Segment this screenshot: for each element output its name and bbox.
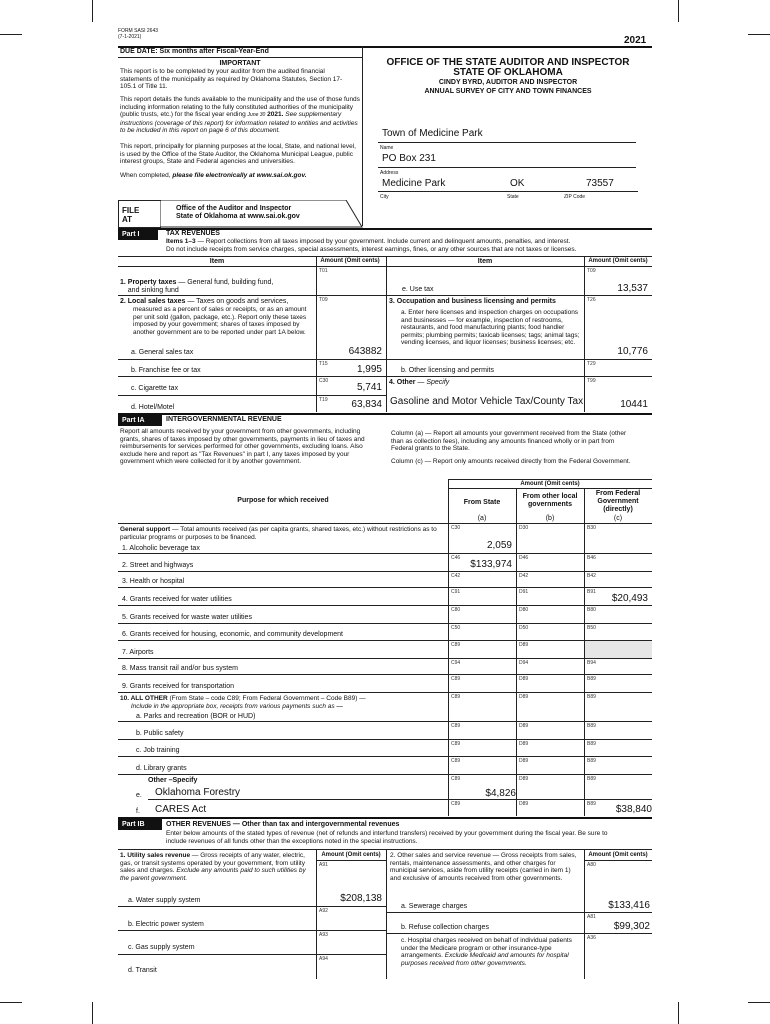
zip-value[interactable]: 73557 [586, 178, 614, 189]
form-id: FORM SASI 2643 [118, 28, 159, 34]
row-line [118, 395, 386, 396]
important-text: This report is to be completed by your auditor from the audited financial statements of the municipality as required by Oklahoma Statutes, Section 17-105.1 of Title 11. [120, 68, 343, 90]
hospital-charges-text: c. Hospital charges received on behalf of individual patients under the Medicare program or other insurance-type arrangements. Exclude Medicaid and amounts for hospital purposes received from other governments. [401, 937, 572, 967]
code-c: B46 [587, 555, 596, 561]
code-c30: C30 [319, 378, 329, 384]
row-line [118, 553, 652, 554]
part1-head-bottom [118, 266, 652, 267]
code-t15: T15 [319, 361, 328, 367]
code-a: C42 [451, 573, 461, 579]
ib-head-line [316, 860, 386, 861]
code-b: D46 [519, 555, 529, 561]
row-line [118, 721, 652, 722]
code-a80: A80 [587, 862, 596, 868]
local-sales-taxes-label: 2. Local sales taxes — Taxes on goods and services, [120, 298, 289, 305]
crop-mark [748, 34, 770, 35]
row-line [118, 930, 386, 931]
water-supply-value[interactable]: $208,138 [340, 893, 382, 904]
electric-power-label: b. Electric power system [128, 921, 204, 928]
franchise-fee-value[interactable]: 1,995 [356, 364, 382, 375]
code-t09: T09 [319, 297, 328, 303]
code-b: D94 [519, 660, 529, 666]
code-c: B89 [587, 723, 596, 729]
code-a: C89 [451, 741, 461, 747]
code-t09-right: T09 [587, 268, 596, 274]
code-t26: T26 [587, 297, 596, 303]
row-label: 5. Grants received for waste water utilities [122, 614, 252, 621]
row-line [118, 739, 652, 740]
code-a: C89 [451, 758, 461, 764]
crop-mark [0, 1002, 22, 1003]
code-a: C91 [451, 589, 461, 595]
row-line [118, 692, 652, 693]
row-line [386, 295, 652, 296]
code-b: D80 [519, 607, 529, 613]
hotel-motel-value[interactable]: 63,834 [351, 399, 382, 410]
alcoholic-beverage-state[interactable]: 2,059 [486, 540, 512, 551]
code-b: D42 [519, 573, 529, 579]
col-c-head: From Federal Government (directly) [595, 490, 641, 513]
code-c: B89 [587, 741, 596, 747]
column-c-instructions: Column (c) — Report only amounts received directly from the Federal Government. [391, 458, 631, 465]
crop-mark [92, 0, 93, 22]
property-taxes-label: 1. Property taxes — General fund, building fund, and sinking fund [120, 279, 274, 294]
occupation-licensing-text: a. Enter here licenses and inspection charges on occupations and businesses — for example, inspection of restrooms, restaurants, and food manufacturing plants; food handler permits; plumbing permits; taxicab licenses; tags; animal tags; vending licenses, and liquor licenses; business licenses; etc. [401, 309, 580, 346]
code-a: C50 [451, 625, 461, 631]
streets-state[interactable]: $133,974 [470, 559, 512, 570]
code-a: C89 [451, 776, 461, 782]
other-tax-label: 4. Other — Specify [389, 379, 450, 386]
library-grants-label: d. Library grants [136, 765, 187, 772]
sewerage-charges-value[interactable]: $133,416 [608, 900, 650, 911]
code-a92: A92 [319, 908, 328, 914]
part1a-tag: Part IA [118, 415, 162, 426]
code-c: B80 [587, 607, 596, 613]
oklahoma-forestry-specify[interactable]: Oklahoma Forestry [155, 787, 241, 798]
row-label: 3. Health or hospital [122, 578, 185, 585]
file-at-label-2: AT [122, 215, 133, 224]
header-divider [362, 46, 363, 226]
code-a94: A94 [319, 956, 328, 962]
row-label: 7. Airports [122, 649, 154, 656]
cigarette-tax-label: c. Cigarette tax [131, 385, 179, 392]
fy-end-handwritten: June 30 [247, 112, 266, 118]
part1-intro: Items 1–3 — Report collections from all taxes imposed by your government. Include current and delinquent amounts, penalties, and interest. Do not include receipts from service charges, special assessments, interest earnings, fines, or any other sources that are not taxes or licenses. [166, 238, 577, 253]
town-name[interactable]: Town of Medicine Park [382, 128, 483, 139]
state-value[interactable]: OK [510, 178, 525, 189]
code-c: B94 [587, 660, 596, 666]
name-line [378, 142, 636, 143]
ia-amount-header: Amount (Omit cents) [520, 481, 580, 487]
row-line [118, 658, 652, 659]
code-t99: T99 [587, 378, 596, 384]
general-sales-tax-label: a. General sales tax [131, 349, 194, 356]
code-c: B89 [587, 776, 596, 782]
use-tax-label: e. Use tax [402, 286, 434, 293]
part1a-title: INTERGOVERNMENTAL REVENUE [166, 416, 282, 423]
ib-amount-header: Amount (Omit cents) [321, 852, 381, 858]
code-a91: A91 [319, 862, 328, 868]
row-line [386, 933, 652, 934]
part1-title: TAX REVENUES [166, 230, 220, 237]
code-c: B42 [587, 573, 596, 579]
part1-col-item-right: Item [477, 258, 493, 265]
part1-tag: Part I [118, 229, 158, 240]
utility-sales-text: 1. Utility sales revenue — Gross receipts of any water, electric, gas, or transit systems operated by your government, from utility sales and charges. Exclude any amounts paid to such utilities by the parent government. [120, 852, 306, 882]
row-label: 4. Grants received for water utilities [122, 596, 232, 603]
office-auditor: CINDY BYRD, AUDITOR AND INSPECTOR [438, 79, 578, 86]
part1-col-divider-right [584, 256, 585, 412]
water-supply-label: a. Water supply system [128, 897, 201, 904]
airports-federal-shaded [585, 641, 652, 658]
code-c: B89 [587, 694, 596, 700]
general-sales-tax-value[interactable]: 643882 [348, 346, 382, 357]
code-c: B89 [587, 758, 596, 764]
public-safety-label: b. Public safety [136, 730, 184, 737]
specify-line [148, 799, 448, 800]
crop-mark [678, 0, 679, 22]
other-tax-value[interactable]: 10441 [620, 399, 648, 410]
all-other-text: 10. ALL OTHER (From State – code C89; From Federal Government – Code B89) — Include in the appropriate box, receipts from various payments such as — [120, 695, 366, 710]
part1b-rule [118, 817, 652, 819]
other-sales-service-text: 2. Other sales and service revenue — Gross receipts from sales, rentals, maintenance assessments, and other charges for municipal services, aside from utility receipts (carried in item 1) and exclusive of amounts received from other governments. [390, 852, 577, 882]
oklahoma-forestry-state[interactable]: $4,826 [485, 788, 516, 799]
row-line [118, 571, 652, 572]
row-line [118, 640, 652, 641]
row-label: 8. Mass transit rail and/or bus system [122, 665, 238, 672]
ia-col-divider [448, 479, 449, 816]
local-sales-taxes-text: measured as a percent of sales or receipts, or as an amount per unit sold (gallon, package, etc.). Report only these taxes imposed by your government; shares of taxes imposed by another government are to be reported under part 1A below. [133, 306, 307, 336]
code-b: D30 [519, 525, 529, 531]
occupation-licensing-label: 3. Occupation and business licensing and permits [389, 298, 556, 305]
general-support-text: General support — Total amounts received (as per capita grants, shared taxes, etc.) without restrictions as to particular programs or purposes to be financed. [120, 526, 437, 541]
address-value[interactable]: PO Box 231 [382, 153, 436, 164]
form-year: 2021 [624, 35, 647, 46]
ia-head-bottom [118, 523, 652, 524]
row-line [386, 376, 652, 377]
code-t29: T29 [587, 361, 596, 367]
due-date: DUE DATE: Six months after Fiscal-Year-End [120, 48, 269, 55]
file-office-url: State of Oklahoma at www.sai.ok.gov [176, 213, 300, 220]
code-a81: A81 [587, 914, 596, 920]
city-label: City [380, 194, 389, 200]
transit-label: d. Transit [128, 967, 157, 974]
code-b: D89 [519, 723, 529, 729]
code-b: D50 [519, 625, 529, 631]
use-tax-value[interactable]: 13,537 [617, 283, 648, 294]
row-line [118, 605, 652, 606]
office-title: OFFICE OF THE STATE AUDITOR AND INSPECTOR [386, 57, 630, 68]
zip-label: ZIP Code [564, 194, 586, 200]
row-line [118, 774, 652, 775]
office-state: STATE OF OKLAHOMA [453, 67, 563, 78]
row-label: 6. Grants received for housing, economic, and community development [122, 631, 344, 638]
code-b: D89 [519, 758, 529, 764]
code-b: D89 [519, 776, 529, 782]
item-f-letter: f. [136, 808, 140, 815]
when-completed: When completed, please file electronically at www.sai.ok.gov. [120, 172, 307, 179]
ia-col-divider [516, 488, 517, 816]
code-c: B50 [587, 625, 596, 631]
part1b-tag: Part IB [118, 819, 162, 830]
code-a: C30 [451, 525, 461, 531]
other-tax-specify[interactable]: Gasoline and Motor Vehicle Tax/County Tax [390, 396, 584, 407]
code-c: B89 [587, 676, 596, 682]
code-c: B30 [587, 525, 596, 531]
file-office: Office of the Auditor and Inspector [176, 205, 292, 212]
row-line [118, 623, 652, 624]
code-b: D89 [519, 676, 529, 682]
code-b: D91 [519, 589, 529, 595]
code-a: C89 [451, 642, 461, 648]
refuse-collection-value[interactable]: $99,302 [613, 921, 650, 932]
row-line [386, 912, 652, 913]
cares-act-specify[interactable]: CARES Act [155, 804, 207, 815]
code-a: C89 [451, 723, 461, 729]
other-licensing-label: b. Other licensing and permits [401, 367, 494, 374]
due-date-rule [118, 57, 362, 58]
code-a36: A36 [587, 935, 596, 941]
water-grants-federal[interactable]: $20,493 [611, 593, 648, 604]
part1b-intro: Enter below amounts of the stated types of revenue (net of refunds and interfund transfers) received by your government during the fiscal year. Be sure to include revenues of all funds other than the exceptions noted in the special instructions. [166, 830, 608, 845]
job-training-label: c. Job training [136, 747, 180, 754]
occupation-licensing-value[interactable]: 10,776 [617, 346, 648, 357]
refuse-collection-label: b. Refuse collection charges [401, 924, 489, 931]
gas-supply-label: c. Gas supply system [128, 944, 195, 951]
address-label: Address [380, 170, 399, 176]
part1a-rule [118, 413, 652, 415]
purpose-header: Purpose for which received [237, 497, 329, 504]
col-c-letter: (c) [613, 515, 623, 522]
row-line [118, 295, 386, 296]
code-b: D89 [519, 642, 529, 648]
row-line [118, 906, 386, 907]
city-line [378, 191, 638, 192]
address-line [378, 167, 636, 168]
crop-mark [92, 1002, 93, 1024]
part1a-intro: Report all amounts received by your government from other governments, including grants, shares of taxes imposed by other governments, payments in lieu of taxes and reimbursements for services performed for other governments, excluding loans. Also exclude here and report as "Tax Revenues" in part I, any taxes imposed by your government which were collected for it by another government. [120, 428, 365, 465]
hotel-motel-label: d. Hotel/Motel [131, 404, 175, 411]
item-e-letter: e. [136, 792, 142, 799]
code-a93: A93 [319, 932, 328, 938]
row-line [386, 359, 652, 360]
part1b-title: OTHER REVENUES — Other than tax and intergovernmental revenues [166, 821, 400, 828]
row-line [118, 674, 652, 675]
franchise-fee-label: b. Franchise fee or tax [131, 367, 201, 374]
code-c: B91 [587, 589, 596, 595]
ib-col-divider [316, 849, 317, 979]
row-line [448, 799, 652, 800]
funds-text: This report details the funds available to the municipality and the use of those funds including information relating to the fully constituted authorities of the municipality (public trusts, etc.) for the fiscal year ending June 30 2021. See supplementary instructions (coverage of this report) for information related to entities and activities to be included in this report on page 6 of this document. [120, 96, 360, 134]
ia-head-mid [448, 488, 652, 489]
row-line [118, 954, 386, 955]
name-label: Name [380, 145, 394, 151]
code-a: C46 [451, 555, 461, 561]
other-specify-label: Other –Specify [148, 777, 198, 784]
row-label: 9. Grants received for transportation [122, 683, 235, 690]
state-label: State [507, 194, 519, 200]
ib-col-divider-right [584, 849, 585, 979]
col-a-letter: (a) [477, 515, 487, 522]
part1-col-amount: Amount (Omit cents) [320, 258, 380, 264]
important-title: IMPORTANT [219, 60, 261, 67]
part1-col-item: Item [209, 258, 225, 265]
row-line [118, 359, 386, 360]
column-a-instructions: Column (a) — Report all amounts your government received from the State (other than as collection fees), including any amounts financed wholly or in part from Federal grants to the State. [391, 430, 627, 452]
code-b: D89 [519, 801, 529, 807]
row-line [118, 756, 652, 757]
col-b-letter: (b) [545, 515, 555, 522]
part1-col-divider [316, 256, 317, 412]
parks-recreation-label: a. Parks and recreation (BOR or HUD) [136, 713, 256, 720]
ib-head-line-right [584, 860, 652, 861]
code-t19: T19 [319, 397, 328, 403]
col-a-head: From State [463, 499, 501, 506]
row-line [118, 376, 386, 377]
planning-text: This report, principally for planning purposes at the local, State, and national level, is used by the Office of the State Auditor, the Oklahoma Municipal League, public interest groups, State and Federal agencies and universities. [120, 143, 356, 165]
ia-head-top [448, 479, 652, 480]
city-value[interactable]: Medicine Park [382, 178, 446, 189]
cares-act-federal[interactable]: $38,840 [615, 804, 652, 815]
code-a: C89 [451, 694, 461, 700]
cigarette-tax-value[interactable]: 5,741 [356, 382, 382, 393]
code-a: C80 [451, 607, 461, 613]
code-t01: T01 [319, 268, 328, 274]
sewerage-charges-label: a. Sewerage charges [401, 903, 468, 910]
code-b: D89 [519, 741, 529, 747]
part1b-head-top [118, 849, 652, 850]
ib-mid-divider [386, 849, 387, 979]
part1-col-amount-right: Amount (Omit cents) [588, 258, 648, 264]
office-survey: ANNUAL SURVEY OF CITY AND TOWN FINANCES [424, 88, 592, 95]
ib-amount-header-right: Amount (Omit cents) [588, 852, 648, 858]
crop-mark [0, 34, 22, 35]
row-label: 2. Street and highways [122, 562, 194, 569]
code-a: C94 [451, 660, 461, 666]
part1-head-top [118, 256, 652, 257]
code-b: D89 [519, 694, 529, 700]
part1-mid-divider [386, 256, 387, 412]
col-b-head: From other local governments [522, 493, 578, 508]
code-a: C89 [451, 676, 461, 682]
crop-mark [748, 1002, 770, 1003]
form-revision: (7-1-2021) [118, 34, 142, 40]
code-a: C89 [451, 801, 461, 807]
crop-mark [678, 1002, 679, 1024]
row-line [118, 587, 652, 588]
row-label: 1. Alcoholic beverage tax [122, 545, 200, 552]
code-c: B89 [587, 801, 596, 807]
file-at-label: FILE [122, 206, 140, 215]
